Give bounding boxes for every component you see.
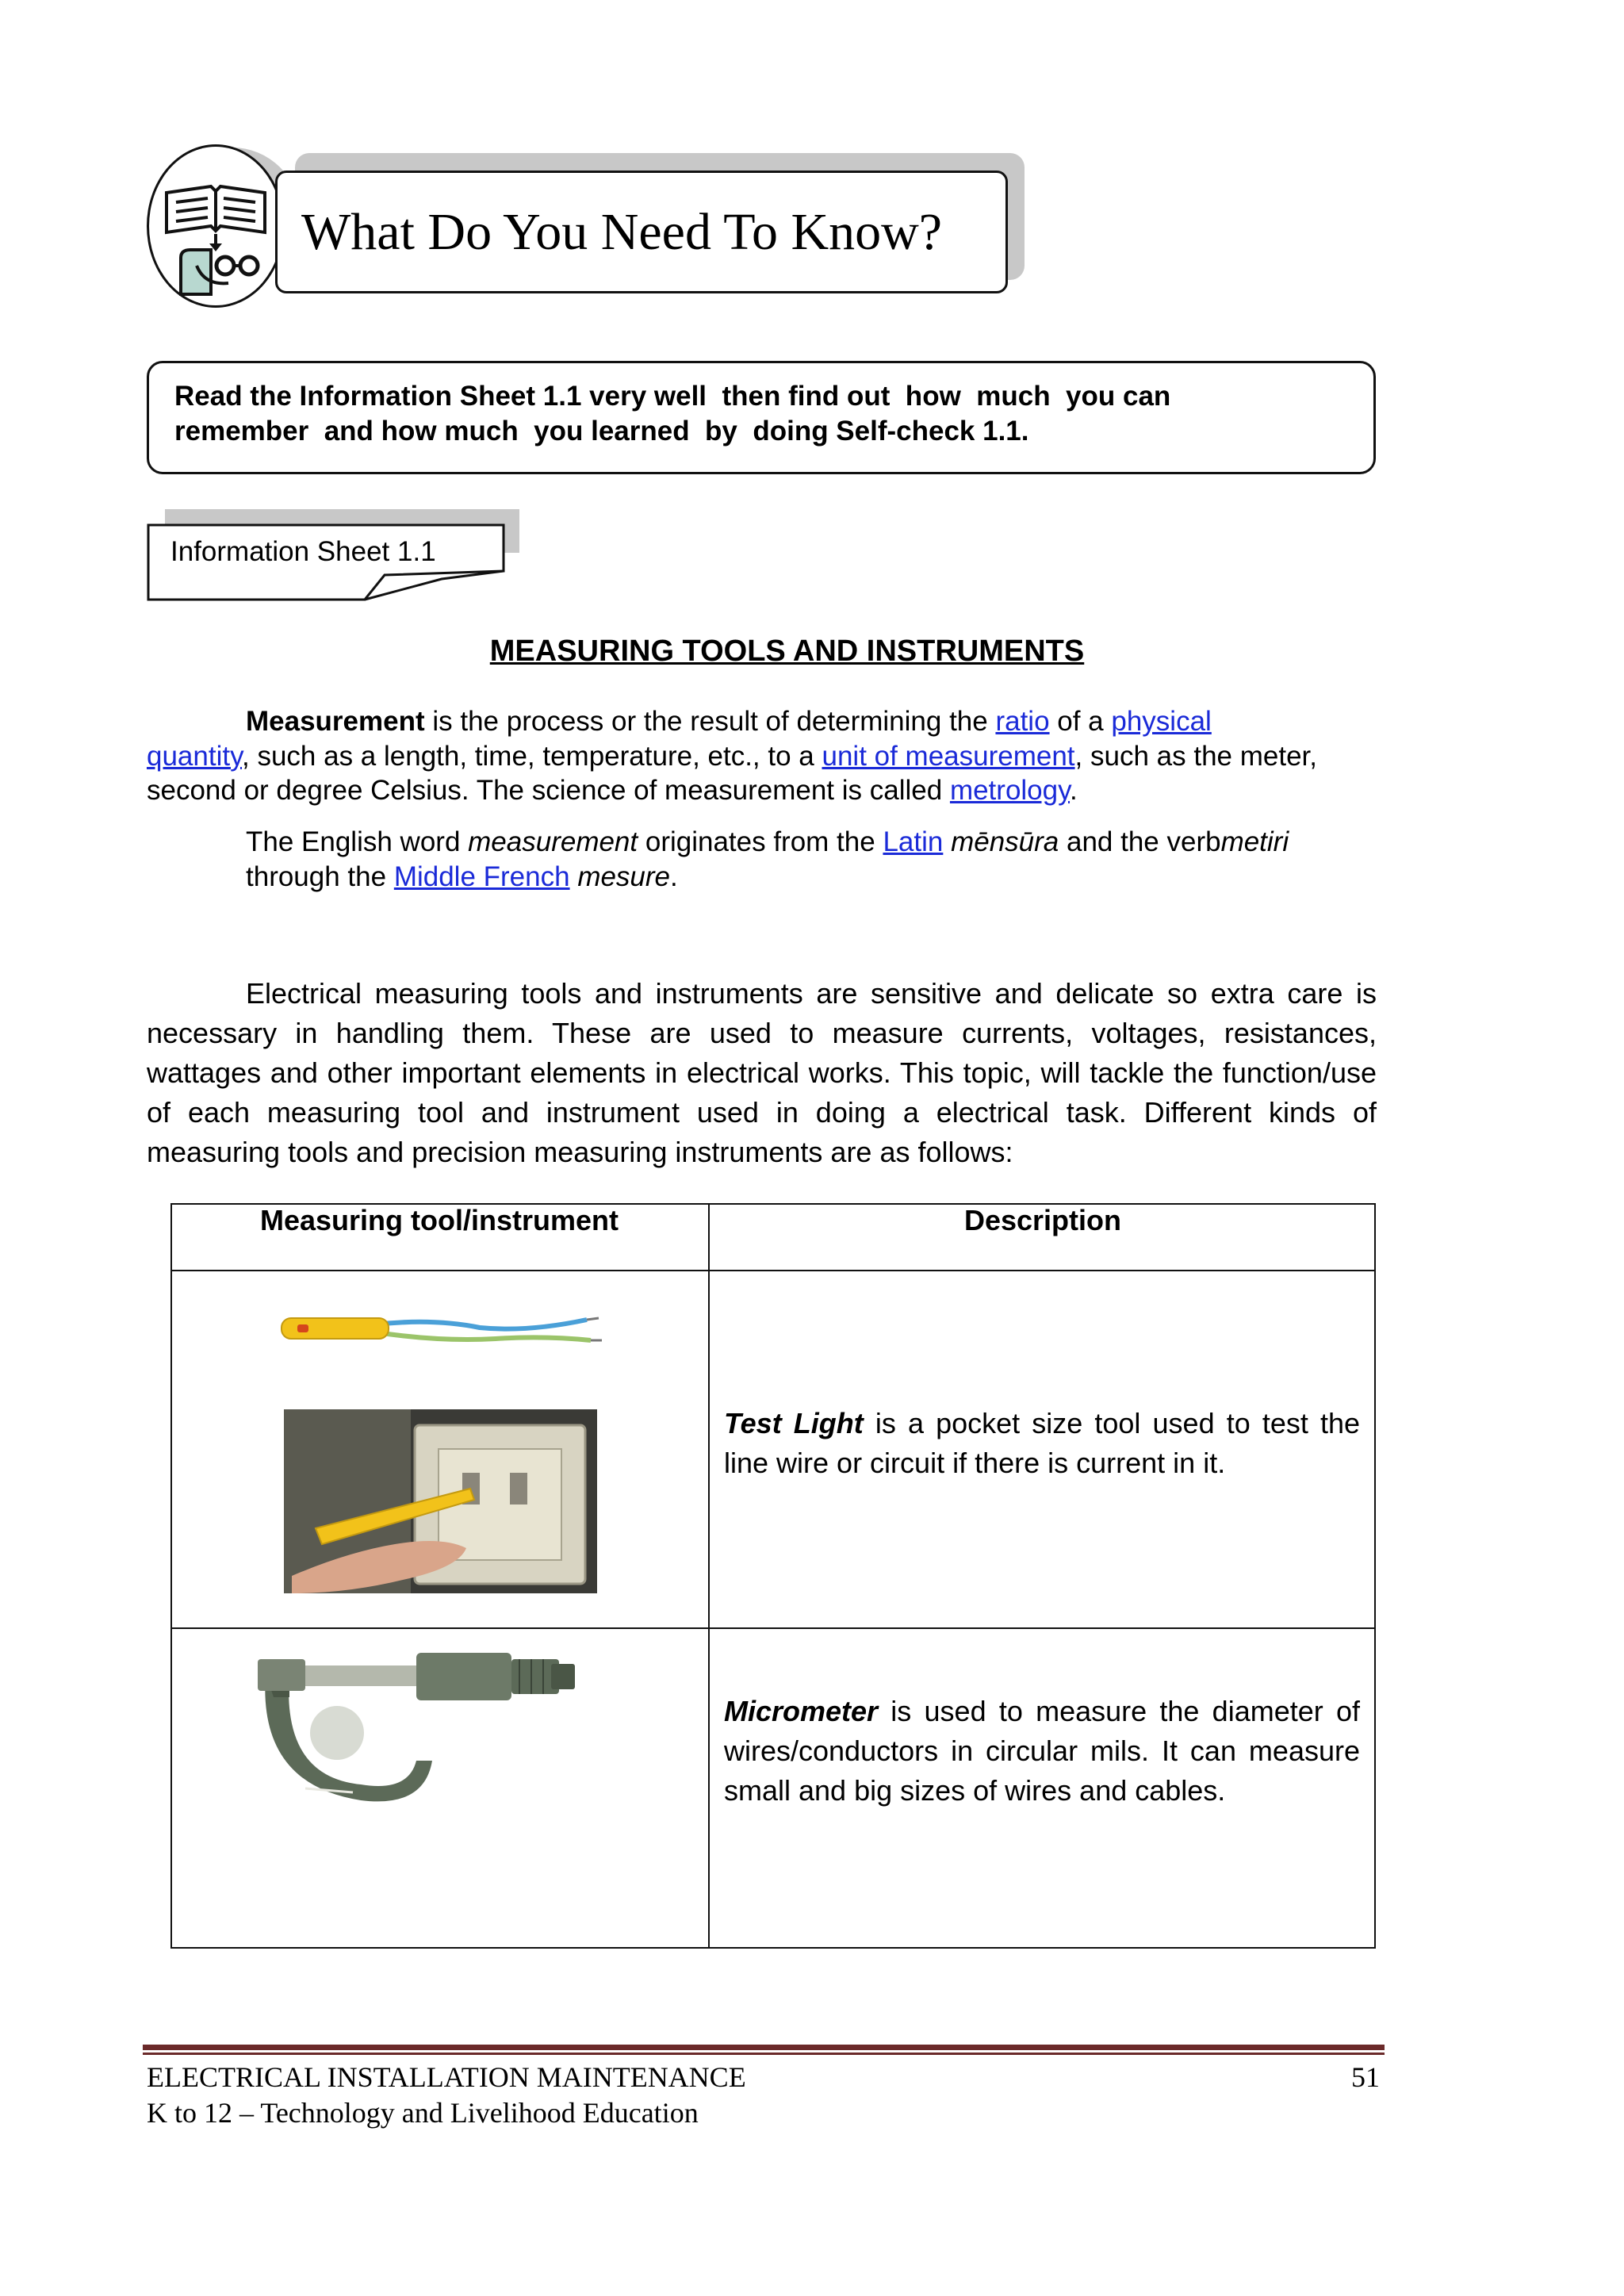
instruction-box — [147, 361, 1376, 474]
paragraph-electrical-tools: Electrical measuring tools and instruments are sensitive and delicate so extra care is necessary in handling them. These are used to measure currents, voltages, resistances, wattages and other important elements in electrical works. This topic, will tackle the function/use of each measuring tool and instrument used in doing a electrical task. Different kinds of measuring tools and precision measuring instruments are as follows: — [147, 977, 1377, 1168]
footer-subtitle: K to 12 – Technology and Livelihood Education — [147, 2097, 699, 2129]
paragraph-measurement — [147, 704, 1377, 808]
test-light-image — [274, 1294, 607, 1358]
instruction-line-1: Read the Information Sheet 1.1 very well then find out how much you can — [174, 381, 1171, 412]
footer-course-title: ELECTRICAL INSTALLATION MAINTENANCE — [147, 2061, 746, 2093]
book-reader-icon — [149, 147, 282, 305]
table-header-divider — [170, 1270, 1376, 1271]
banner-title-box — [275, 171, 1008, 293]
table-column-divider — [708, 1203, 710, 1949]
link-middle-french[interactable]: Middle French — [393, 861, 570, 892]
para2-text-4: through the — [246, 861, 394, 892]
section-title: MEASURING TOOLS AND INSTRUMENTS — [489, 634, 1085, 668]
test-light-name: Test Light — [724, 1407, 864, 1439]
page-number: 51 — [1351, 2061, 1380, 2093]
para2-text-1: The English word — [246, 826, 469, 857]
word-measurement: measurement — [468, 826, 638, 857]
table-row-divider — [170, 1627, 1376, 1629]
para2-text-2: originates from the — [638, 826, 883, 857]
paragraph-etymology — [147, 825, 1377, 894]
micrometer-image — [250, 1642, 583, 1818]
micrometer-desc-text: is used to measure the diameter of wires/conductors in circular mils. It can measure small and big sizes of wires and cables. — [724, 1695, 1360, 1807]
test-light-desc-text: is a pocket size tool used to test the line wire or circuit if there is current in it. — [724, 1407, 1360, 1479]
footer-rule — [143, 2045, 1385, 2050]
table-header-tool: Measuring tool/instrument — [259, 1204, 619, 1236]
banner-icon-circle — [147, 144, 285, 308]
table-header-description: Description — [963, 1204, 1122, 1236]
link-ratio[interactable]: ratio — [995, 706, 1050, 737]
footer-rule-thin — [143, 2053, 1385, 2055]
micrometer-description — [724, 1692, 1360, 1811]
instruction-line-2: remember and how much you learned by doing Self-check 1.1. — [174, 416, 1029, 447]
info-sheet-label: Information Sheet 1.1 — [170, 536, 436, 567]
para1-text-5: . — [1070, 775, 1078, 806]
test-light-usage-image — [284, 1409, 597, 1593]
word-mensura: mēnsūra — [951, 826, 1059, 857]
para1-text-1: is the process or the result of determining the — [424, 706, 996, 737]
test-light-description — [724, 1404, 1360, 1483]
link-quantity[interactable]: quantity — [147, 740, 242, 772]
page-title: What Do You Need To Know? — [301, 202, 943, 261]
link-latin[interactable]: Latin — [883, 826, 944, 857]
link-unit-of-measurement[interactable]: unit of measurement — [822, 740, 1075, 772]
para1-text-4: , such as the meter, second or degree Celsius. The science of measurement is called — [147, 740, 1317, 806]
para2-text-3: and the verb — [1059, 826, 1221, 857]
para1-text-2: of a — [1049, 706, 1112, 737]
word-metiri: metiri — [1220, 826, 1289, 857]
word-mesure: mesure — [577, 861, 671, 892]
term-measurement: Measurement — [246, 706, 425, 737]
para2-text-5: . — [670, 861, 678, 892]
micrometer-name: Micrometer — [724, 1695, 879, 1727]
para1-text-3: , such as a length, time, temperature, etc., to a — [242, 740, 822, 772]
link-physical[interactable]: physical — [1111, 706, 1212, 737]
link-metrology[interactable]: metrology — [949, 775, 1071, 806]
